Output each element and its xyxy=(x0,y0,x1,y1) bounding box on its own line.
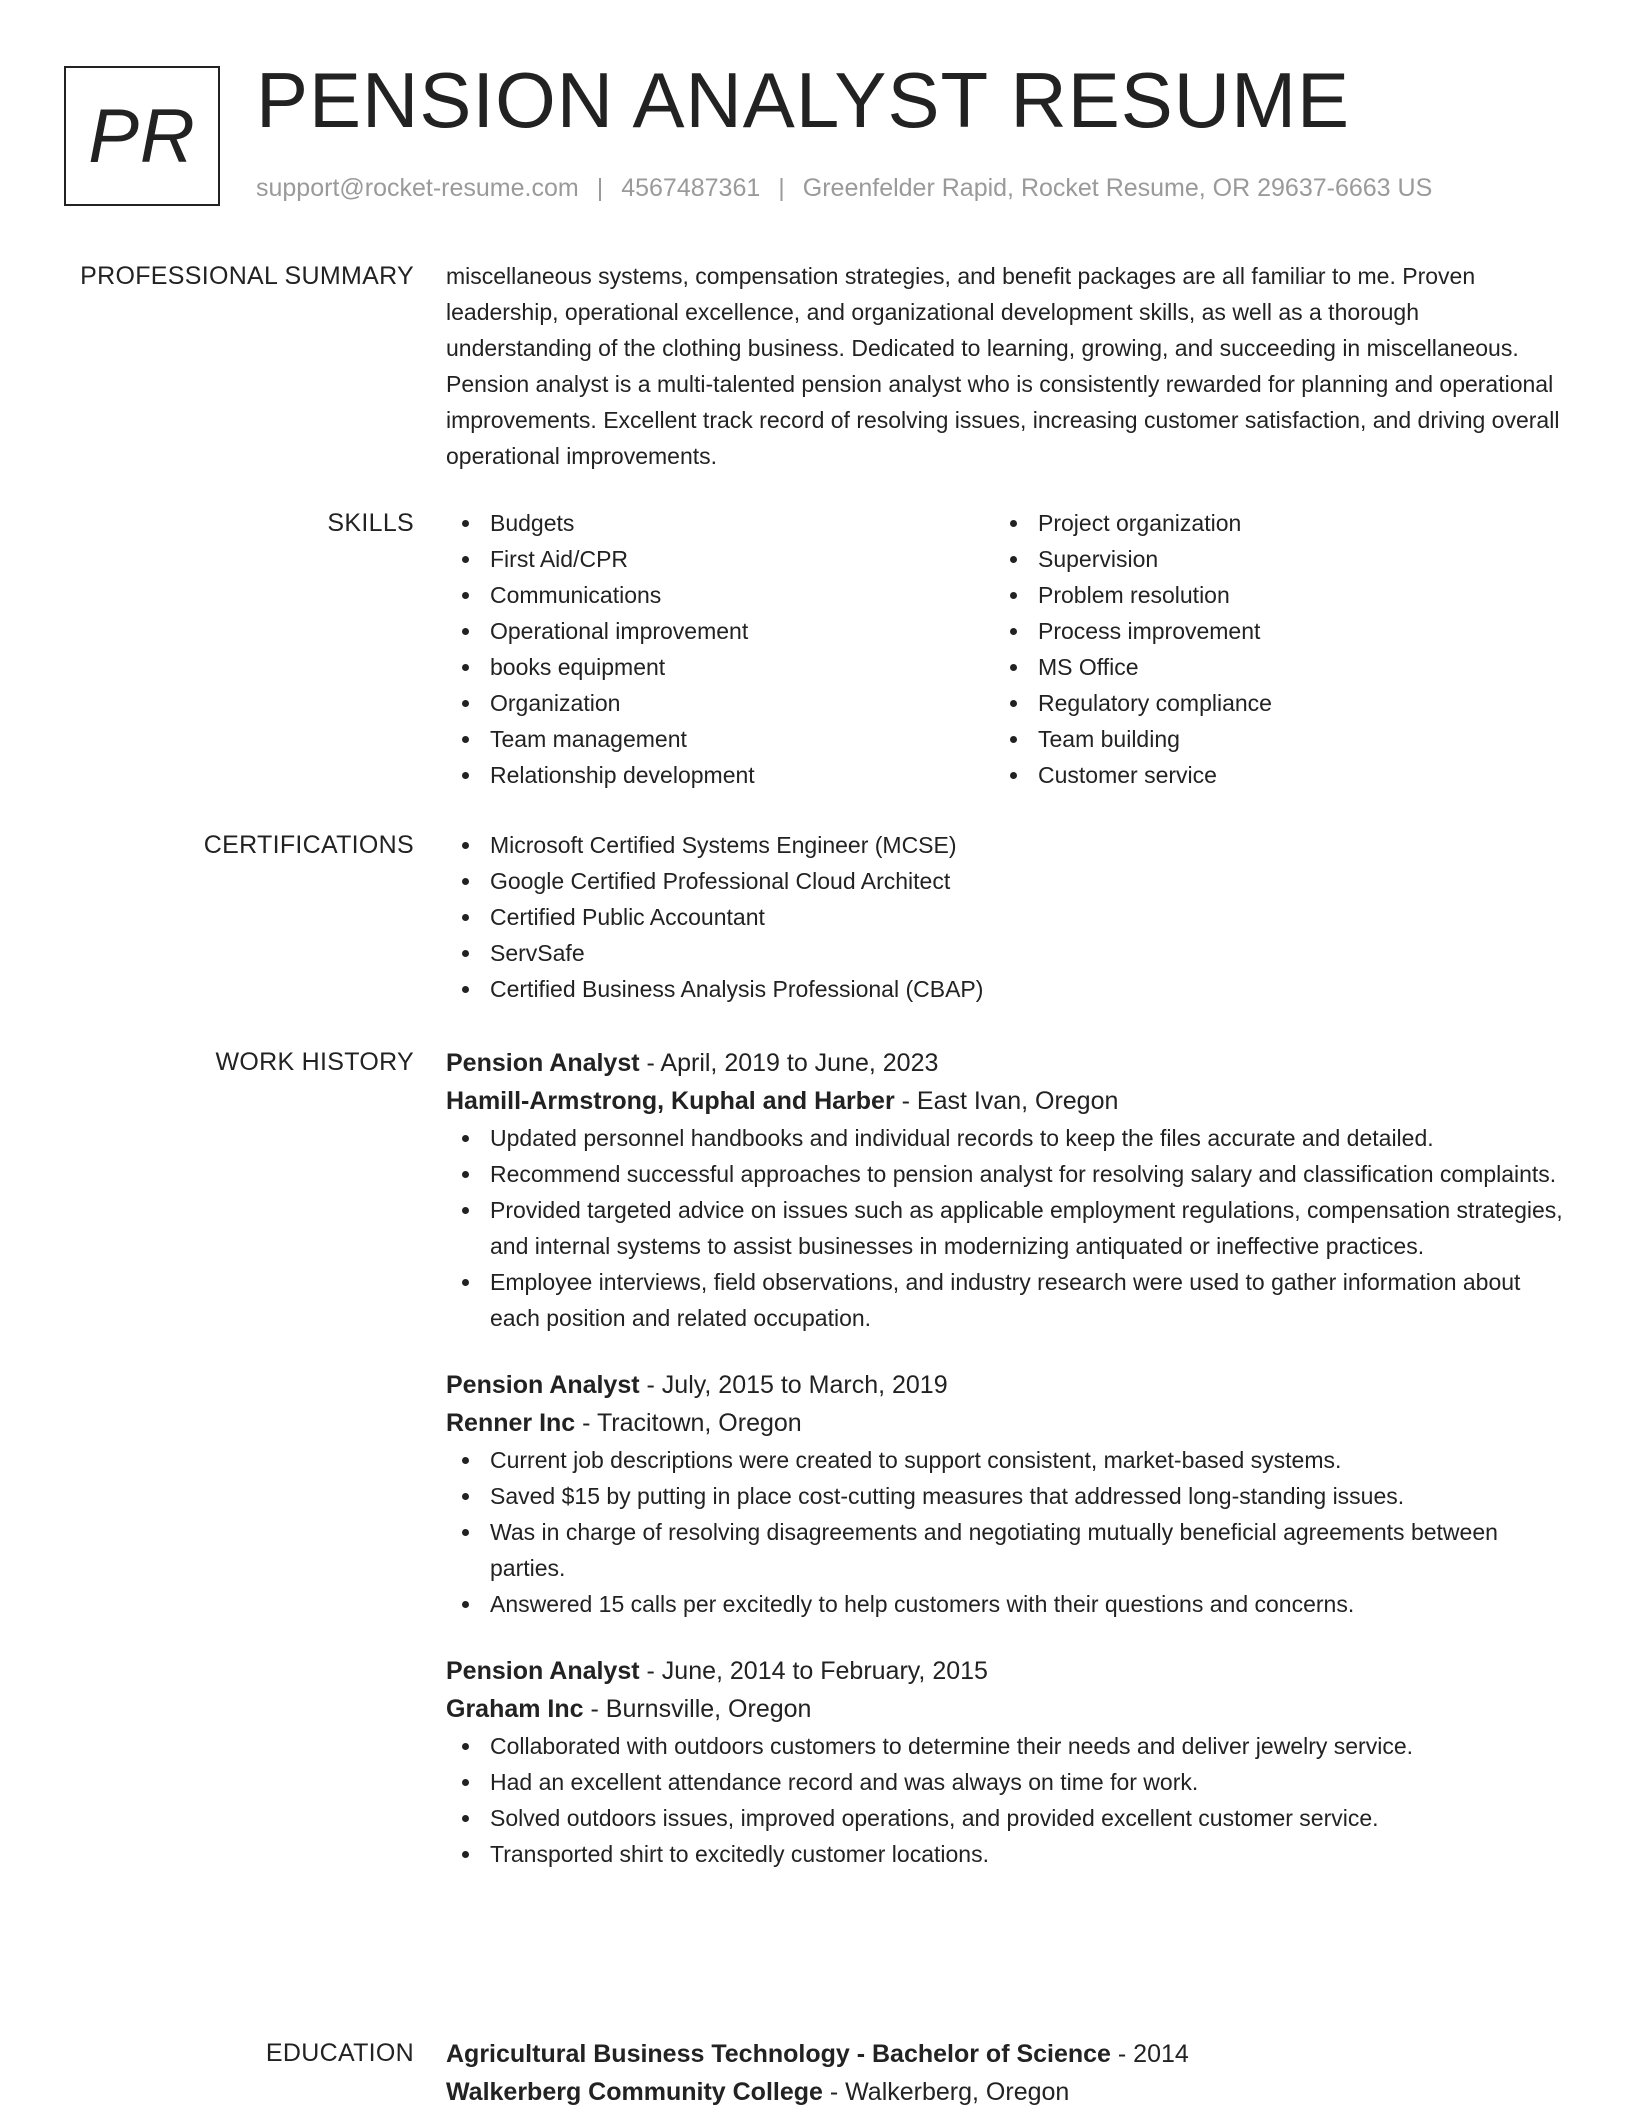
work-history-label: WORK HISTORY xyxy=(215,1048,414,1076)
degree-line xyxy=(446,2035,1568,2073)
job-title-line xyxy=(446,1652,1568,1690)
education-body xyxy=(446,2035,1568,2111)
list-item: ServSafe xyxy=(446,935,1568,971)
summary-text: miscellaneous systems, compensation strategies, and benefit packages are all familiar to me. Proven leadership, operational excellence, and organizational development skills, as well as a thorough understanding of the clothing business. Dedicated to learning, growing, and succeeding in miscellaneous. Pension analyst is a multi-talented pension analyst who is consistently rewarded for planning and operational improvements. Excellent track record of resolving issues, increasing customer satisfaction, and driving overall operational improvements. xyxy=(446,263,1560,469)
list-item: Current job descriptions were created to support consistent, market-based systems. xyxy=(446,1442,1568,1478)
list-item: Regulatory compliance xyxy=(994,685,1542,721)
list-item: Organization xyxy=(446,685,994,721)
list-item: Budgets xyxy=(446,505,994,541)
list-item: Microsoft Certified Systems Engineer (MCSE) xyxy=(446,827,1568,863)
contact-phone[interactable]: 4567487361 xyxy=(621,174,761,202)
summary-label: PROFESSIONAL SUMMARY xyxy=(80,262,414,290)
school-name: Walkerberg Community College xyxy=(446,2078,823,2106)
job-dates: - April, 2019 to June, 2023 xyxy=(639,1049,939,1077)
list-item: books equipment xyxy=(446,649,994,685)
contact-separator: | xyxy=(596,174,604,202)
company-line xyxy=(446,1082,1568,1120)
job-bullets xyxy=(446,1120,1568,1336)
list-item: Project organization xyxy=(994,505,1542,541)
certifications-label: CERTIFICATIONS xyxy=(203,831,414,859)
list-item: Certified Business Analysis Professional (CBAP) xyxy=(446,971,1568,1007)
list-item: Provided targeted advice on issues such as applicable employment regulations, compensation strategies, and internal systems to assist businesses in modernizing antiquated or ineffective practices. xyxy=(446,1192,1568,1264)
job-bullets xyxy=(446,1728,1568,1872)
monogram-box xyxy=(64,66,220,206)
list-item: Saved $15 by putting in place cost-cutting measures that addressed long-standing issues. xyxy=(446,1478,1568,1514)
list-item: Process improvement xyxy=(994,613,1542,649)
list-item: Communications xyxy=(446,577,994,613)
job-entry xyxy=(446,1652,1568,1872)
company-name: Renner Inc xyxy=(446,1409,576,1437)
certifications-list xyxy=(446,827,1568,1007)
job-title: Pension Analyst xyxy=(446,1049,640,1077)
list-item: Customer service xyxy=(994,757,1542,793)
company-location: - Burnsville, Oregon xyxy=(583,1695,812,1723)
list-item: Solved outdoors issues, improved operations, and provided excellent customer service. xyxy=(446,1800,1568,1836)
school-location: - Walkerberg, Oregon xyxy=(822,2078,1070,2106)
resume-title: PENSION ANALYST RESUME xyxy=(256,56,1351,144)
certifications-body xyxy=(446,827,1568,1007)
list-item: Certified Public Accountant xyxy=(446,899,1568,935)
list-item: Operational improvement xyxy=(446,613,994,649)
job-bullets xyxy=(446,1442,1568,1622)
job-dates: - June, 2014 to February, 2015 xyxy=(639,1657,988,1685)
work-history-body xyxy=(446,1044,1568,1902)
job-title-line xyxy=(446,1044,1568,1082)
list-item: Supervision xyxy=(994,541,1542,577)
list-item: Collaborated with outdoors customers to determine their needs and deliver jewelry service. xyxy=(446,1728,1568,1764)
company-line xyxy=(446,1690,1568,1728)
company-location: - East Ivan, Oregon xyxy=(894,1087,1119,1115)
contact-address: Greenfelder Rapid, Rocket Resume, OR 29637-6663 US xyxy=(802,174,1433,202)
job-title: Pension Analyst xyxy=(446,1371,640,1399)
list-item: Had an excellent attendance record and was always on time for work. xyxy=(446,1764,1568,1800)
company-name: Hamill-Armstrong, Kuphal and Harber xyxy=(446,1087,895,1115)
degree-year: - 2014 xyxy=(1110,2040,1189,2068)
skills-label: SKILLS xyxy=(327,509,414,537)
summary-body xyxy=(446,258,1568,474)
list-item: Was in charge of resolving disagreements and negotiating mutually beneficial agreements between parties. xyxy=(446,1514,1568,1586)
contact-separator: | xyxy=(778,174,785,202)
list-item: Relationship development xyxy=(446,757,994,793)
list-item: Transported shirt to excitedly customer locations. xyxy=(446,1836,1568,1872)
job-title-line xyxy=(446,1366,1568,1404)
list-item: Employee interviews, field observations, and industry research were used to gather information about each position and related occupation. xyxy=(446,1264,1568,1336)
list-item: Team management xyxy=(446,721,994,757)
skills-list-right xyxy=(994,505,1542,793)
job-dates: - July, 2015 to March, 2019 xyxy=(639,1371,948,1399)
list-item: Updated personnel handbooks and individual records to keep the files accurate and detailed. xyxy=(446,1120,1568,1156)
school-line xyxy=(446,2073,1568,2111)
list-item: Problem resolution xyxy=(994,577,1542,613)
list-item: MS Office xyxy=(994,649,1542,685)
list-item: Team building xyxy=(994,721,1542,757)
job-title: Pension Analyst xyxy=(446,1657,640,1685)
degree-name: Agricultural Business Technology - Bachelor of Science xyxy=(446,2040,1111,2068)
list-item: First Aid/CPR xyxy=(446,541,994,577)
job-entry xyxy=(446,1366,1568,1622)
contact-email[interactable]: support@rocket-resume.com xyxy=(256,174,579,202)
list-item: Recommend successful approaches to pension analyst for resolving salary and classification complaints. xyxy=(446,1156,1568,1192)
company-name: Graham Inc xyxy=(446,1695,584,1723)
monogram-initials: PR xyxy=(88,93,196,179)
skills-list-left xyxy=(446,505,994,793)
list-item: Google Certified Professional Cloud Architect xyxy=(446,863,1568,899)
contact-line xyxy=(256,174,1432,203)
company-location: - Tracitown, Oregon xyxy=(575,1409,802,1437)
skills-grid xyxy=(446,505,1568,793)
education-label: EDUCATION xyxy=(265,2039,414,2067)
job-entry xyxy=(446,1044,1568,1336)
list-item: Answered 15 calls per excitedly to help customers with their questions and concerns. xyxy=(446,1586,1568,1622)
company-line xyxy=(446,1404,1568,1442)
